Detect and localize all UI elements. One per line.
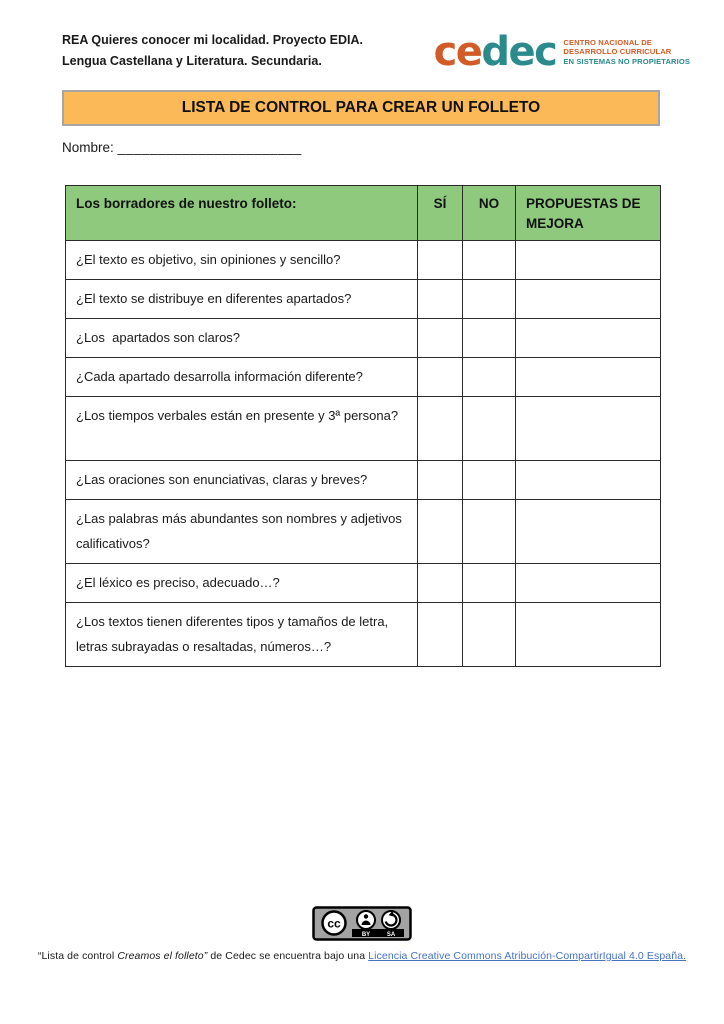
tagline-line-3: EN SISTEMAS NO PROPIETARIOS: [563, 56, 690, 66]
project-line-1: REA Quieres conocer mi localidad. Proyecto EDIA.: [62, 33, 364, 47]
table-row: [66, 461, 661, 500]
propuestas-cell[interactable]: [516, 461, 661, 500]
table-row: [66, 397, 661, 461]
table-row: [66, 603, 661, 667]
question-cell: ¿Los tiempos verbales están en presente y 3ª persona?: [66, 397, 418, 461]
svg-text:SA: SA: [386, 932, 396, 938]
tagline-line-1: CENTRO NACIONAL DE: [563, 37, 652, 47]
table-row: [66, 241, 661, 280]
question-cell: ¿El léxico es preciso, adecuado…?: [66, 564, 418, 603]
no-cell[interactable]: [463, 564, 516, 603]
title-banner: [62, 90, 660, 126]
question-cell: ¿Las oraciones son enunciativas, claras y breves?: [66, 461, 418, 500]
si-cell[interactable]: [418, 500, 463, 564]
propuestas-cell[interactable]: [516, 397, 661, 461]
si-cell[interactable]: [418, 358, 463, 397]
si-cell[interactable]: [418, 319, 463, 358]
propuestas-cell[interactable]: [516, 500, 661, 564]
header-criteria: Los borradores de nuestro folleto:: [66, 186, 418, 241]
propuestas-cell[interactable]: [516, 319, 661, 358]
no-cell[interactable]: [463, 358, 516, 397]
license-text-prefix: “Lista de control: [37, 950, 118, 962]
project-line-2: Lengua Castellana y Literatura. Secundaria.: [62, 54, 322, 68]
cedec-logo: [433, 29, 690, 75]
propuestas-cell[interactable]: [516, 564, 661, 603]
cc-by-sa-icon: [312, 906, 412, 941]
question-cell: ¿Los textos tienen diferentes tipos y tamaños de letra, letras subrayadas o resaltadas, números…?: [66, 603, 418, 667]
license-footer: [0, 906, 724, 962]
question-cell: ¿Las palabras más abundantes son nombres y adjetivos calificativos?: [66, 500, 418, 564]
question-cell: ¿El texto se distribuye en diferentes apartados?: [66, 280, 418, 319]
cedec-logo-tagline: [563, 38, 690, 67]
cedec-logo-wordmark: [433, 29, 557, 75]
logo-word-part1: ce: [433, 29, 482, 75]
table-header-row: [66, 186, 661, 241]
name-field: [62, 140, 302, 155]
question-cell: ¿Los apartados son claros?: [66, 319, 418, 358]
si-cell[interactable]: [418, 280, 463, 319]
table-row: [66, 564, 661, 603]
table-row: [66, 280, 661, 319]
no-cell[interactable]: [463, 241, 516, 280]
license-statement: [0, 950, 724, 962]
propuestas-cell[interactable]: [516, 603, 661, 667]
si-cell[interactable]: [418, 241, 463, 280]
no-cell[interactable]: [463, 319, 516, 358]
license-text-middle: de Cedec se encuentra bajo una: [207, 950, 369, 962]
project-header: [62, 30, 363, 72]
checklist-table: [65, 185, 661, 667]
name-label: Nombre:: [62, 140, 114, 155]
table-row: [66, 358, 661, 397]
cc-by-sa-badge[interactable]: [312, 906, 412, 946]
si-cell[interactable]: [418, 397, 463, 461]
no-cell[interactable]: [463, 397, 516, 461]
name-blank-line[interactable]: _______________________: [117, 140, 302, 155]
no-cell[interactable]: [463, 603, 516, 667]
svg-text:BY: BY: [361, 932, 371, 938]
logo-word-part2: dec: [481, 29, 557, 75]
propuestas-cell[interactable]: [516, 358, 661, 397]
tagline-line-2: DESARROLLO CURRICULAR: [563, 47, 672, 57]
si-cell[interactable]: [418, 603, 463, 667]
svg-text:cc: cc: [327, 916, 341, 931]
license-link[interactable]: Licencia Creative Commons Atribución-CompartirIgual 4.0 España.: [368, 950, 687, 962]
page-header: [62, 29, 690, 75]
propuestas-cell[interactable]: [516, 280, 661, 319]
header-no: NO: [463, 186, 516, 241]
question-cell: ¿Cada apartado desarrolla información diferente?: [66, 358, 418, 397]
table-row: [66, 500, 661, 564]
header-proposals: PROPUESTAS DE MEJORA: [516, 186, 661, 241]
no-cell[interactable]: [463, 280, 516, 319]
si-cell[interactable]: [418, 461, 463, 500]
no-cell[interactable]: [463, 500, 516, 564]
work-title: Creamos el folleto”: [117, 950, 208, 962]
table-row: [66, 319, 661, 358]
si-cell[interactable]: [418, 564, 463, 603]
question-cell: ¿El texto es objetivo, sin opiniones y sencillo?: [66, 241, 418, 280]
page-title: LISTA DE CONTROL PARA CREAR UN FOLLETO: [181, 99, 541, 116]
header-yes: SÍ: [418, 186, 463, 241]
no-cell[interactable]: [463, 461, 516, 500]
propuestas-cell[interactable]: [516, 241, 661, 280]
